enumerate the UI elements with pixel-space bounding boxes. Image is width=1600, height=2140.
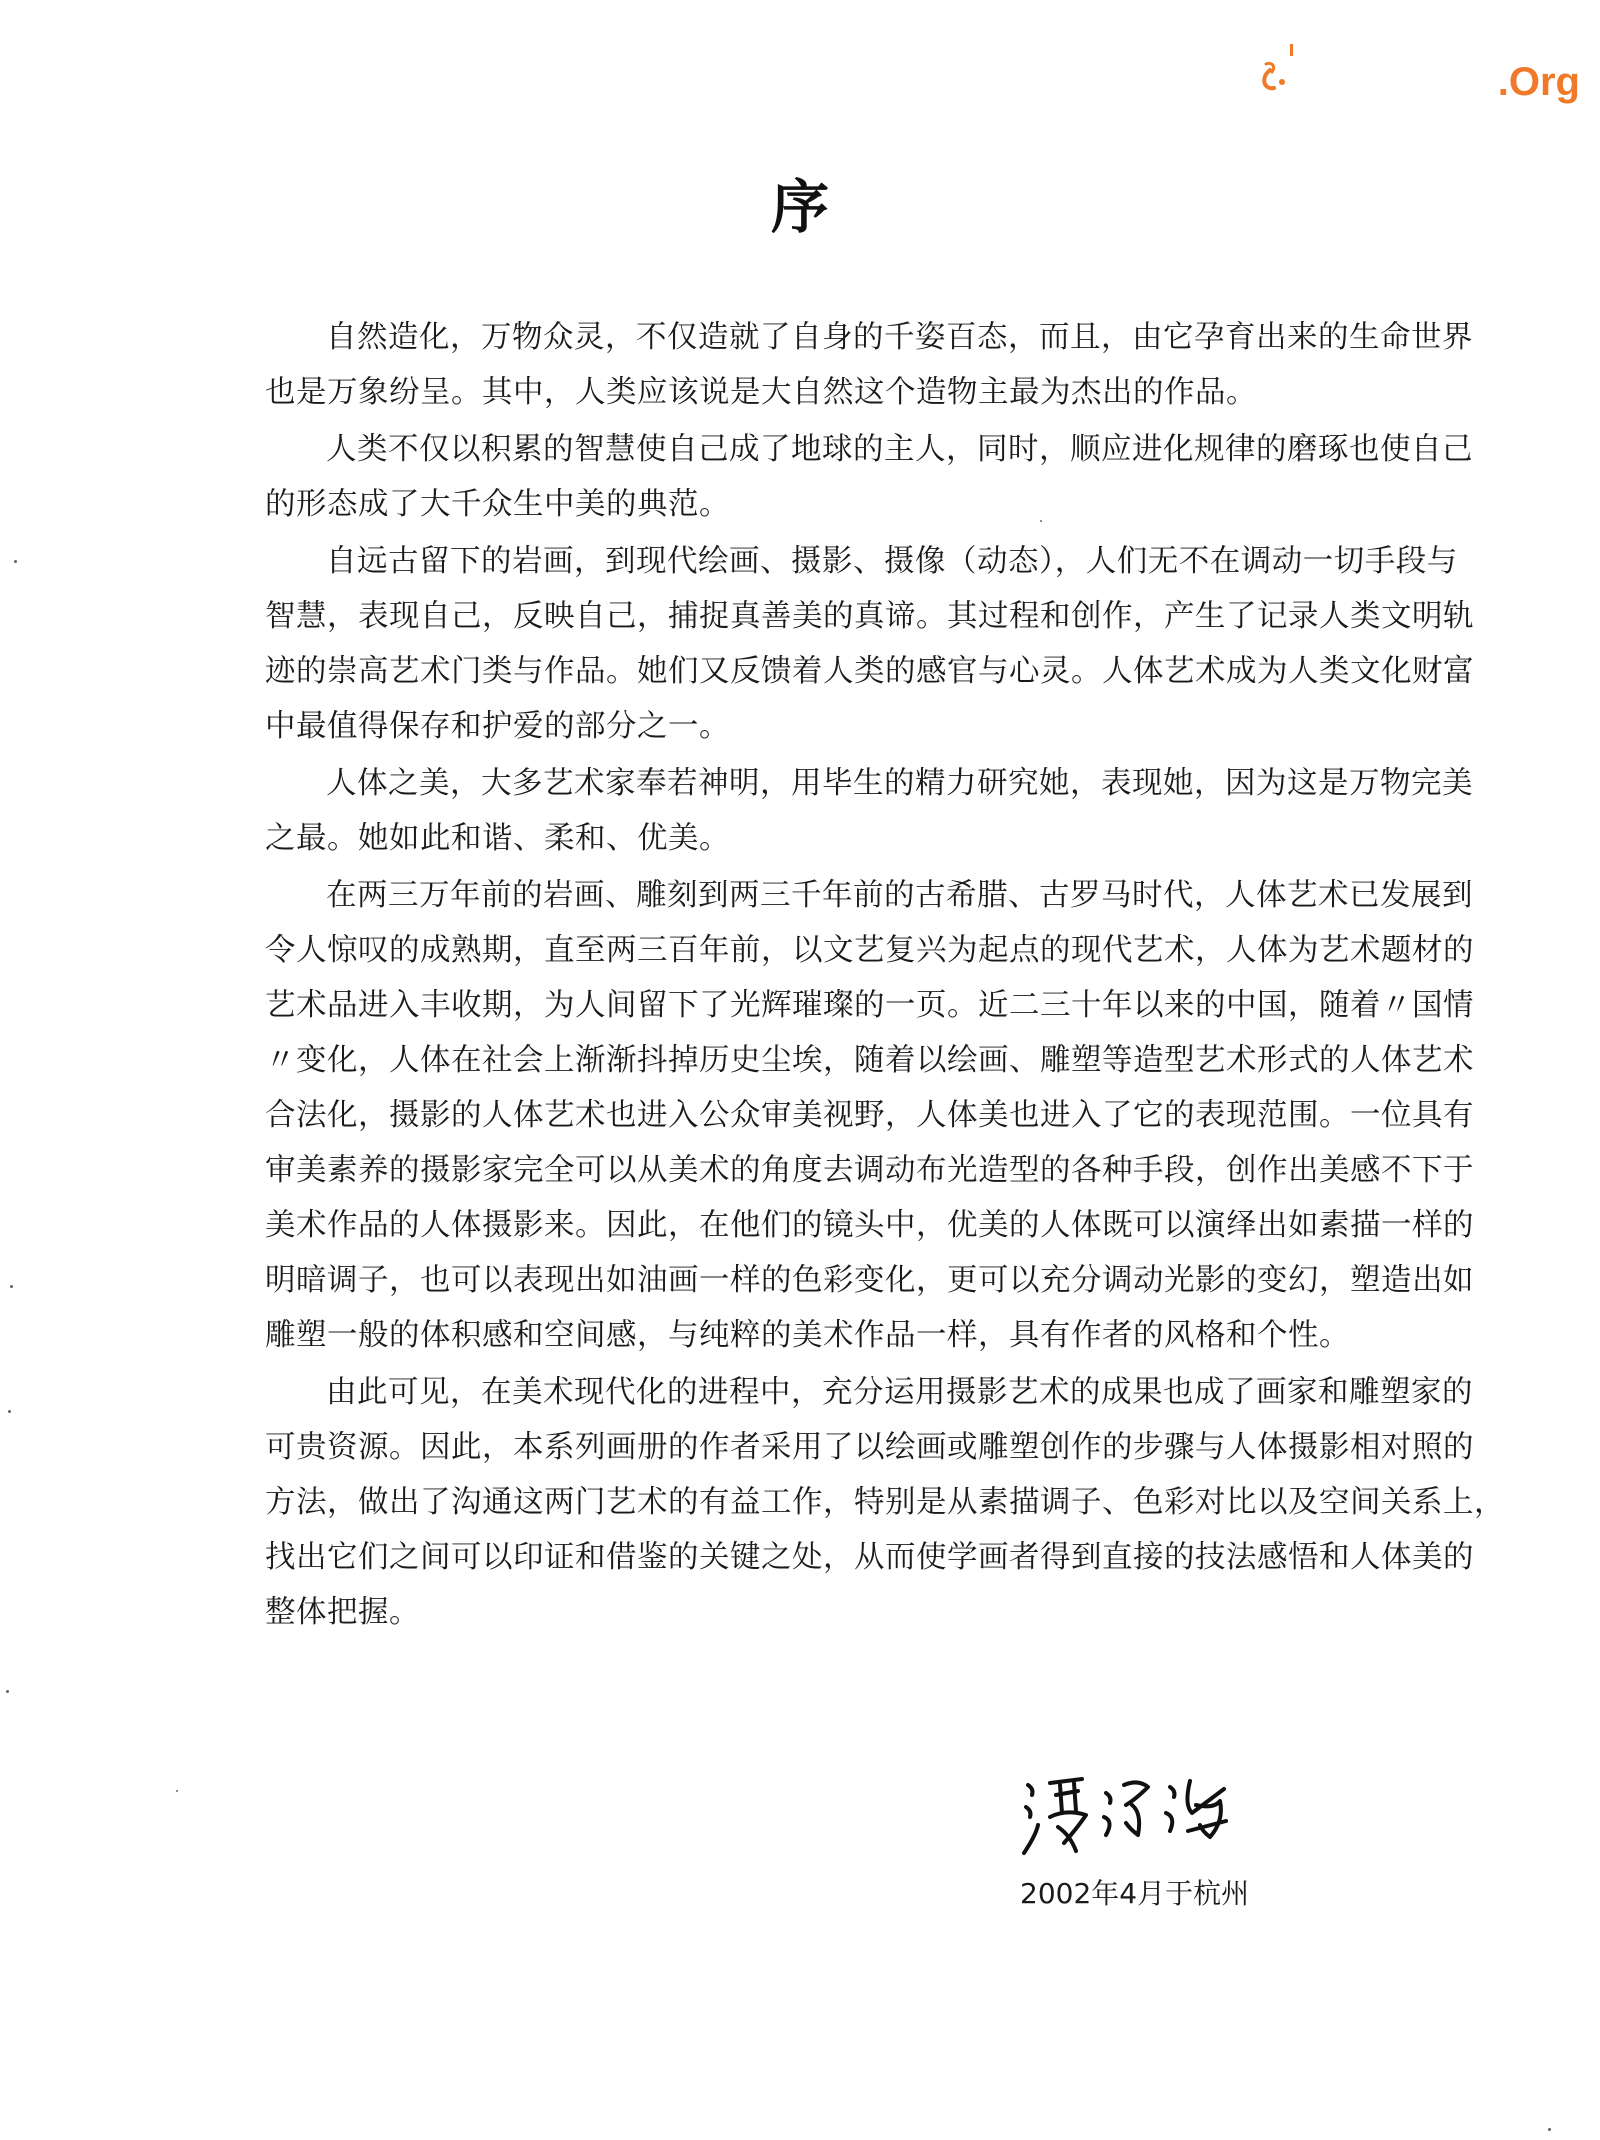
paragraph-line: 可贵资源。因此，本系列画册的作者采用了以绘画或雕塑创作的步骤与人体摄影相对照的 xyxy=(265,1430,1474,1465)
paragraph-line: 自然造化，万物众灵，不仅造就了自身的千姿百态，而且，由它孕育出来的生命世界 xyxy=(326,320,1473,355)
paragraph-line: 方法，做出了沟通这两门艺术的有益工作，特别是从素描调子、色彩对比以及空间关系上， xyxy=(265,1485,1505,1520)
scan-speck xyxy=(10,1285,13,1288)
paragraph-line: 的形态成了大千众生中美的典范。 xyxy=(265,487,730,522)
page-title: 序 xyxy=(770,173,829,241)
paragraph-line: 〃变化，人体在社会上渐渐抖掉历史尘埃，随着以绘画、雕塑等造型艺术形式的人体艺术 xyxy=(265,1043,1474,1078)
paragraph-line: 由此可见，在美术现代化的进程中，充分运用摄影艺术的成果也成了画家和雕塑家的 xyxy=(326,1375,1473,1410)
paragraph-line: 令人惊叹的成熟期，直至两三百年前，以文艺复兴为起点的现代艺术，人体为艺术题材的 xyxy=(265,933,1474,968)
handwritten-signature xyxy=(1020,1765,1240,1860)
paragraph xyxy=(265,756,1473,866)
paragraph-line: 迹的崇高艺术门类与作品。她们又反馈着人类的感官与心灵。人体艺术成为人类文化财富 xyxy=(265,654,1474,689)
paragraph-line: 合法化，摄影的人体艺术也进入公众审美视野，人体美也进入了它的表现范围。一位具有 xyxy=(265,1098,1474,1133)
paragraph-line: 在两三万年前的岩画、雕刻到两三千年前的古希腊、古罗马时代，人体艺术已发展到 xyxy=(326,878,1473,913)
paragraph-line: 自远古留下的岩画，到现代绘画、摄影、摄像（动态），人们无不在调动一切手段与 xyxy=(326,544,1458,579)
scan-speck xyxy=(6,1690,9,1693)
paragraph-line: 之最。她如此和谐、柔和、优美。 xyxy=(265,821,730,856)
body-text xyxy=(265,310,1505,1642)
signature-date: 2002年4月于杭州 xyxy=(1020,1877,1250,1910)
paragraph-line: 找出它们之间可以印证和借鉴的关键之处，从而使学画者得到直接的技法感悟和人体美的 xyxy=(265,1540,1474,1575)
paragraph-line: 艺术品进入丰收期，为人间留下了光辉璀璨的一页。近二三十年以来的中国，随着〃国情 xyxy=(265,988,1474,1023)
paragraph-line: 美术作品的人体摄影来。因此，在他们的镜头中，优美的人体既可以演绎出如素描一样的 xyxy=(265,1208,1474,1243)
logo-mark-icon xyxy=(1250,30,1310,110)
paragraph xyxy=(265,422,1473,532)
scan-speck xyxy=(14,560,17,563)
paragraph xyxy=(265,1365,1505,1640)
paragraph-line: 人类不仅以积累的智慧使自己成了地球的主人，同时，顺应进化规律的磨琢也使自己 xyxy=(326,432,1473,467)
paragraph-line: 雕塑一般的体积感和空间感，与纯粹的美术作品一样，具有作者的风格和个性。 xyxy=(265,1318,1350,1353)
paragraph xyxy=(265,310,1473,420)
watermark-text: .Org xyxy=(1497,60,1580,104)
scan-speck xyxy=(1040,520,1042,522)
scan-speck xyxy=(176,1790,178,1792)
signature-block xyxy=(1020,1765,1280,1912)
paragraph-line: 也是万象纷呈。其中，人类应该说是大自然这个造物主最为杰出的作品。 xyxy=(265,375,1257,410)
paragraph-line: 审美素养的摄影家完全可以从美术的角度去调动布光造型的各种手段，创作出美感不下于 xyxy=(265,1153,1474,1188)
paragraph xyxy=(265,868,1474,1363)
paragraph-line: 智慧，表现自己，反映自己，捕捉真善美的真谛。其过程和创作，产生了记录人类文明轨 xyxy=(265,599,1474,634)
paragraph-line: 中最值得保存和护爱的部分之一。 xyxy=(265,709,730,744)
paragraph xyxy=(265,534,1474,754)
scan-speck xyxy=(1548,2128,1551,2131)
scan-speck xyxy=(8,1410,11,1413)
paragraph-line: 人体之美，大多艺术家奉若神明，用毕生的精力研究她，表现她，因为这是万物完美 xyxy=(326,766,1473,801)
paragraph-line: 明暗调子，也可以表现出如油画一样的色彩变化，更可以充分调动光影的变幻，塑造出如 xyxy=(265,1263,1474,1298)
watermark-logo xyxy=(1250,30,1580,110)
paragraph-line: 整体把握。 xyxy=(265,1595,420,1630)
